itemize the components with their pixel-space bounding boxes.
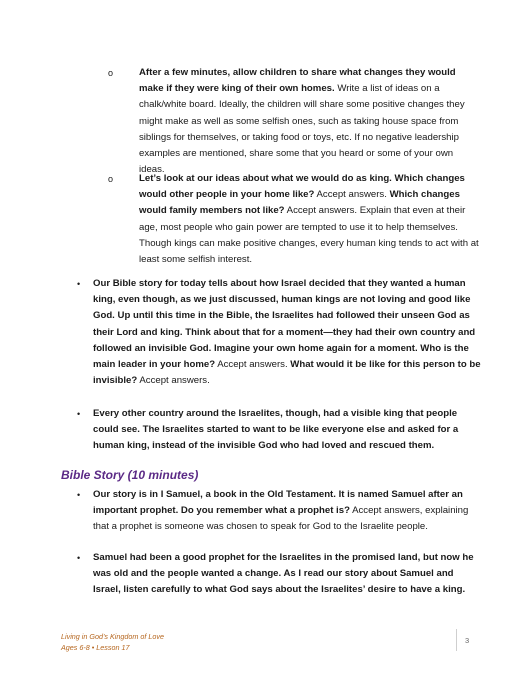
sub-bullet-marker: o — [108, 174, 114, 184]
paragraph-text — [93, 487, 483, 536]
bold-text-run: Every other country around the Israelites, though, had a visible king that people could see. The Israelites started to want to be like everyone else and asked for a human king, instead of the invisible God who had loved and rescued them. — [93, 408, 459, 452]
text-run: Accept answers. — [215, 359, 291, 371]
list-item — [77, 550, 483, 599]
bold-text-run: Which changes would family members not like? — [139, 189, 460, 217]
text-run: Accept answers. — [137, 375, 210, 387]
section-heading: Bible Story (10 minutes) — [61, 468, 199, 482]
paragraph-text — [139, 171, 479, 268]
footer-title: Living in God’s Kingdom of Love — [61, 632, 164, 641]
bold-text-run: Our Bible story for today tells about how Israel decided that they wanted a human king, even though, as we just discussed, human kings are not loving and good like God. Up until this time in the Bible, the Israelites had followed their unseen God as their Lord and king. Think about that for a moment—they had their own country and followed an invisible God. Imagine your own home again for a moment. Who is the main leader in your home? — [93, 278, 476, 371]
list-item — [108, 65, 479, 178]
footer-divider — [456, 629, 457, 651]
page-number: 3 — [465, 636, 470, 645]
list-item — [77, 487, 483, 536]
paragraph-text — [93, 550, 483, 599]
text-run: Write a list of ideas on a chalk/white board. Ideally, the children will share some positive changes they might make as well as some selfish ones, such as taking house space from siblings for themselves, or taking food or toys, etc. If no negative leadership examples are mentioned, share some that you heard or some of your own ideas. — [139, 83, 465, 176]
bullet-marker: • — [77, 490, 81, 500]
text-run: Accept answers. — [314, 189, 390, 201]
footer-lesson-info — [61, 631, 164, 653]
bullet-marker: • — [77, 279, 81, 289]
list-item — [77, 276, 483, 389]
sub-bullet-marker: o — [108, 68, 114, 78]
bold-text-run: What would it be like for this person to be invisible? — [93, 359, 481, 387]
list-item — [77, 406, 483, 455]
bullet-marker: • — [77, 553, 81, 563]
footer-subtitle: Ages 6-8 • Lesson 17 — [61, 643, 130, 652]
bold-text-run: After a few minutes, allow children to share what changes they would make if they were king of their own homes. — [139, 67, 456, 95]
bold-text-run: Our story is in I Samuel, a book in the Old Testament. It is named Samuel after an important prophet. Do you remember what a prophet is? — [93, 489, 463, 517]
paragraph-text — [93, 276, 483, 389]
bold-text-run: Let’s look at our ideas about what we would do as king. Which changes would other people in your home like? — [139, 173, 465, 201]
bullet-marker: • — [77, 409, 81, 419]
paragraph-text — [139, 65, 479, 178]
text-run: Accept answers, explaining that a prophet is someone was chosen to speak for God to the Israelite people. — [93, 505, 469, 533]
list-item — [108, 171, 479, 268]
paragraph-text — [93, 406, 483, 455]
bold-text-run: Samuel had been a good prophet for the Israelites in the promised land, but now he was old and the people wanted a change. As I read our story about Samuel and Israel, listen carefully to what God says about the Israelites’ desire to have a king. — [93, 552, 474, 596]
text-run: Accept answers. Explain that even at their age, most people who gain power are tempted to use it to help themselves. Though kings can make positive changes, every human king tends to act with at least some selfish interest. — [139, 205, 479, 266]
